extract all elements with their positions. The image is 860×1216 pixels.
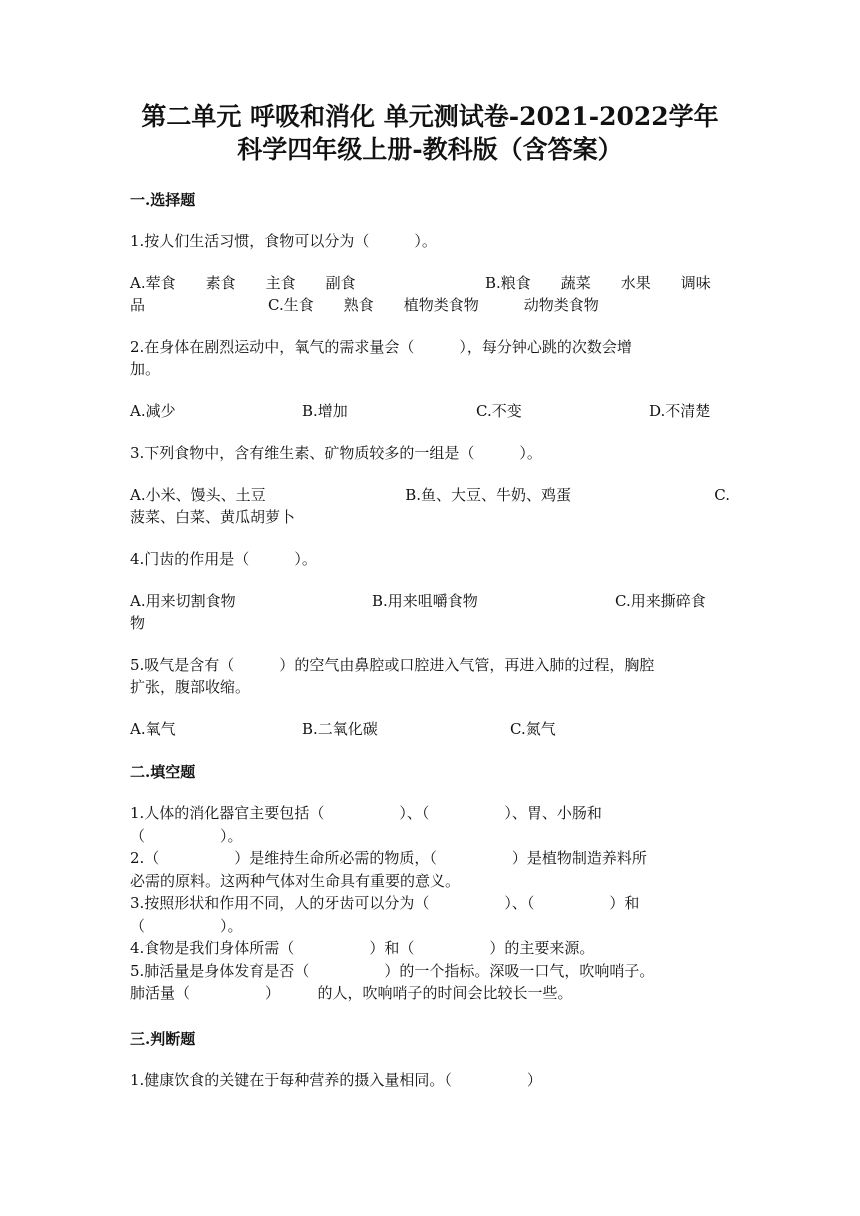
question-4-options (130, 590, 730, 634)
option-a: A.氧气 (130, 720, 176, 738)
fill-line: 1.人体的消化器官主要包括（ ）、（ ）、胃、小肠和 (130, 804, 602, 822)
question-5-options (130, 718, 730, 740)
question-2-stem (130, 336, 730, 380)
option-a: A.用来切割食物 (130, 592, 236, 610)
question-1-options (130, 272, 730, 316)
fill-line: 必需的原料。这两种气体对生命具有重要的意义。 (130, 871, 461, 890)
question-4-stem: 4.门齿的作用是（ ）。 (130, 550, 317, 568)
option-c: C.不变 (476, 402, 522, 420)
question-2-line-1: 2.在身体在剧烈运动中，氧气的需求量会（ ），每分钟心跳的次数会增 (130, 338, 632, 356)
option-b: B.鱼、大豆、牛奶、鸡蛋 (405, 486, 572, 504)
option-c-continued: 物 (130, 614, 146, 632)
section-heading-judge: 三.判断题 (130, 1029, 196, 1048)
option-c: C. (714, 486, 730, 504)
document-title (110, 100, 750, 166)
option-b: B.增加 (302, 402, 348, 420)
question-2-line-2: 加。 (130, 360, 161, 378)
option-c-continued: 菠菜、白菜、黄瓜胡萝卜 (130, 508, 296, 526)
judge-question-1: 1.健康饮食的关键在于每种营养的摄入量相同。（ ） (130, 1070, 542, 1089)
question-3-options (130, 484, 730, 528)
option-d: D.不清楚 (649, 402, 711, 420)
section-heading-fill: 二.填空题 (130, 763, 196, 781)
option-b: B.粮食 蔬菜 水果 调味 (485, 274, 711, 292)
fill-line: （ ）。 (130, 916, 243, 935)
fill-line: （ ）。 (130, 826, 243, 845)
question-3-stem: 3.下列食物中，含有维生素、矿物质较多的一组是（ ）。 (130, 444, 542, 462)
option-b: B.用来咀嚼食物 (372, 592, 478, 610)
fill-line: 肺活量（ ） 的人，吹响哨子的时间会比较长一些。 (130, 984, 573, 1002)
option-c: C.生食 熟食 植物类食物 动物类食物 (268, 296, 599, 314)
question-5-line-1: 5.吸气是含有（ ）的空气由鼻腔或口腔进入气管，再进入肺的过程，胸腔 (130, 656, 655, 674)
title-line-2: 科学四年级上册-教科版（含答案） (237, 135, 623, 164)
fill-line: 2.（ ）是维持生命所必需的物质，（ ）是植物制造养料所 (130, 849, 647, 867)
section-heading-choice: 一.选择题 (130, 191, 196, 209)
question-5-stem (130, 654, 730, 698)
question-5-line-2: 扩张，腹部收缩。 (130, 678, 251, 696)
question-2-options (130, 400, 730, 422)
fill-line: 5.肺活量是身体发育是否（ ）的一个指标。深吸一口气，吹响哨子。 (130, 961, 655, 980)
fill-in-questions (130, 802, 730, 1005)
option-c: C.用来撕碎食 (615, 592, 706, 610)
fill-line: 4.食物是我们身体所需（ ）和（ ）的主要来源。 (130, 939, 595, 957)
title-line-1: 第二单元 呼吸和消化 单元测试卷-2021-2022学年 (141, 102, 719, 131)
question-1-stem: 1.按人们生活习惯，食物可以分为（ ）。 (130, 232, 437, 250)
option-a: A.小米、馒头、土豆 (130, 486, 266, 504)
option-a: A.荤食 素食 主食 副食 (130, 274, 356, 292)
option-b: B.二氧化碳 (302, 720, 378, 738)
option-a: A.减少 (130, 402, 176, 420)
option-c: C.氮气 (510, 720, 556, 738)
fill-line: 3.按照形状和作用不同，人的牙齿可以分为（ ）、（ ）和 (130, 894, 640, 912)
document-page (130, 100, 730, 1091)
option-b-continued: 品 (130, 296, 146, 314)
